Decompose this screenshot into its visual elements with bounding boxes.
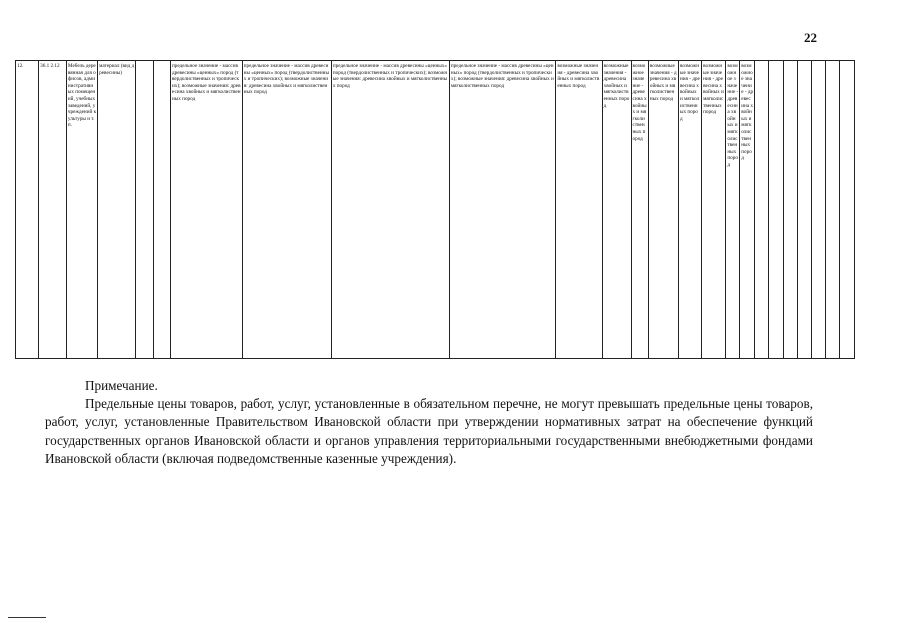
cell-empty — [784, 61, 798, 359]
note-section — [45, 377, 813, 468]
cell-value: возможные значения - древесина хвойных и мягколиственных пород — [648, 61, 678, 359]
cell-value: предельное значение - массив древесины «ценных» пород (твердолиственных и тропических); возможные значения: древесина хвойных и мягколиственных пород — [449, 61, 555, 359]
cell-empty — [798, 61, 812, 359]
note-body: Предельные цены товаров, работ, услуг, установленные в обязательном перечне, не могут превышать предельные цены товаров, работ, услуг, установленные Правительством Ивановской области при утверждении нормативных затрат на обеспечение функций государственных органов Ивановской области и органов управления территориальными государственными внебюджетными фондами Ивановской области (включая подведомственные казенные учреждения). — [45, 396, 813, 466]
cell-value: возможное значение - древесина хвойных и мягколиственных пород — [631, 61, 648, 359]
cell-value: предельное значение - массив древесины «ценных» пород (твердолиственных и тропических); возможные значения: древесина хвойных и мягколиственных пород — [242, 61, 331, 359]
cell-value: возможные значения - древесина хвойных и мягколиственных пород — [702, 61, 726, 359]
cell-empty — [825, 61, 839, 359]
cell-product-name: Мебель деревянная для офисов, административных помещений, учебных заведений, учреждений культуры и т.п. — [66, 61, 97, 359]
cell-value: возможные значения - древесина хвойных и мягколиственных пород — [678, 61, 701, 359]
cell-value: возможные значения - древесина хвойных и мягколиственных пород — [602, 61, 631, 359]
cell-value: возможные значения - древесина хвойных и мягколиственных пород — [556, 61, 602, 359]
cell-value: предельное значение - массив древесины «ценных» пород (твердолиственных и тропических); возможные значения: древесина хвойных и мягколиственных пород — [171, 61, 243, 359]
cell-empty — [839, 61, 854, 359]
cell-empty — [811, 61, 825, 359]
cell-value: возможное значение - древесина хвойных и мягколиственных пород — [726, 61, 740, 359]
cell-value: возможное значение - древесина хвойных и мягколиственных пород — [740, 61, 755, 359]
price-requirements-table — [15, 60, 855, 359]
cell-empty — [769, 61, 784, 359]
table-row — [16, 61, 855, 359]
page-number: 22 — [804, 30, 817, 45]
note-title: Примечание. — [85, 378, 158, 393]
cell-characteristic: материал (вид древесины) — [98, 61, 136, 359]
cell-number: 12. — [16, 61, 39, 359]
cell-unit-code — [136, 61, 153, 359]
cell-value: предельное значение - массив древесины «ценных» пород (твердолиственных и тропических); возможные значения: древесина хвойных и мягколиственных пород — [331, 61, 449, 359]
cell-empty — [755, 61, 769, 359]
cell-okpd-code: 36.1 2.12 — [39, 61, 67, 359]
cell-unit-name — [153, 61, 170, 359]
footnote-separator — [8, 617, 46, 618]
